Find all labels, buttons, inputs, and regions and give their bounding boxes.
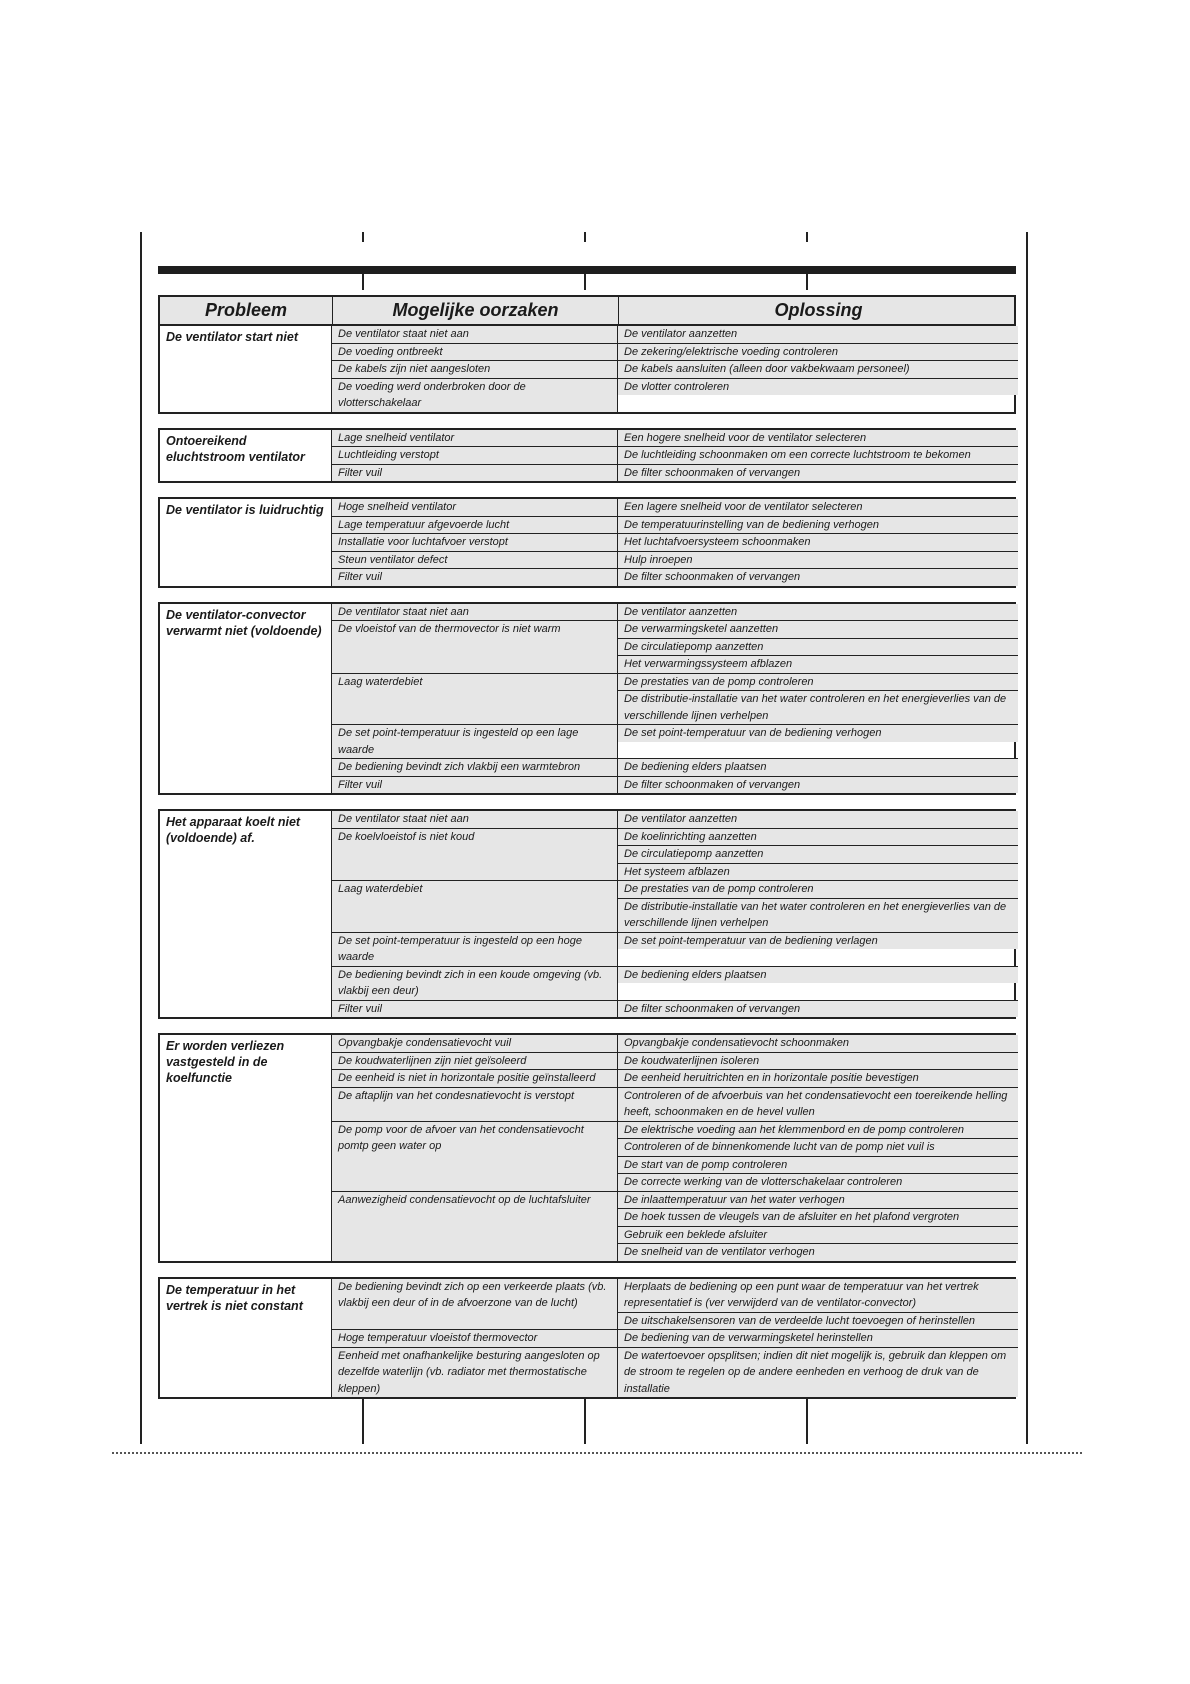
cause-row [332,1069,1018,1087]
solutions-cell [618,569,1018,586]
header-solution: Oplossing [618,297,1018,324]
solutions-cell [618,777,1018,794]
cause-row [332,533,1018,551]
problem-group [158,809,1016,1019]
solutions-cell [618,933,1018,966]
solution-item: De temperatuurinstelling van de bediening verhogen [618,517,1018,534]
cause-cell: De bediening bevindt zich op een verkeerde plaats (vb. vlakbij een deur of in de afvoerzone van de lucht) [332,1279,618,1330]
cause-cell: Filter vuil [332,777,618,794]
problem-group [158,428,1016,484]
solutions-cell [618,1348,1018,1398]
solutions-cell [618,499,1018,516]
solution-item: Het luchtafvoersysteem schoonmaken [618,534,1018,551]
cause-cell: De bediening bevindt zich in een koude omgeving (vb. vlakbij een deur) [332,967,618,1000]
group-gap [158,1263,1016,1277]
cause-row [332,1191,1018,1261]
cause-row [332,1279,1018,1330]
cause-cell: Filter vuil [332,1001,618,1018]
solutions-cell [618,465,1018,482]
group-gap [158,414,1016,428]
cause-cell: De voeding ontbreekt [332,344,618,361]
tick-mark-top-1 [362,232,364,242]
cause-row [332,1087,1018,1121]
problem-group [158,326,1016,414]
problem-group [158,497,1016,588]
solutions-cell [618,1053,1018,1070]
problem-cell: De ventilator start niet [160,326,332,412]
solution-item: Een hogere snelheid voor de ventilator selecteren [618,430,1018,447]
causes-area [332,499,1018,586]
solution-item: Een lagere snelheid voor de ventilator selecteren [618,499,1018,516]
solution-item: De verwarmingsketel aanzetten [618,621,1018,638]
causes-area [332,604,1018,794]
solution-item: De start van de pomp controleren [618,1156,1018,1174]
cause-cell: De eenheid is niet in horizontale positie geïnstalleerd [332,1070,618,1087]
solutions-cell [618,604,1018,621]
cause-cell: De koelvloeistof is niet koud [332,829,618,881]
cause-cell: De ventilator staat niet aan [332,811,618,828]
troubleshooting-table [158,295,1016,1399]
solutions-cell [618,621,1018,673]
solutions-cell [618,725,1018,758]
solution-item: De koudwaterlijnen isoleren [618,1053,1018,1070]
solution-item: De hoek tussen de vleugels van de afsluiter en het plafond vergroten [618,1208,1018,1226]
cause-cell: De set point-temperatuur is ingesteld op een lage waarde [332,725,618,758]
cause-row [332,1329,1018,1347]
header-bar [158,266,1016,274]
problem-groups [158,326,1016,1399]
solution-item: De kabels aansluiten (alleen door vakbekwaam personeel) [618,361,1018,378]
cause-cell: De ventilator staat niet aan [332,604,618,621]
cause-cell: Lage temperatuur afgevoerde lucht [332,517,618,534]
solution-item: De zekering/elektrische voeding controleren [618,344,1018,361]
cause-row [332,1000,1018,1018]
tick-mark-top-2 [584,232,586,242]
cause-cell: De koudwaterlijnen zijn niet geïsoleerd [332,1053,618,1070]
cause-cell: Luchtleiding verstopt [332,447,618,464]
causes-area [332,430,1018,482]
solution-item: De ventilator aanzetten [618,326,1018,343]
cause-row [332,828,1018,881]
solution-item: De vlotter controleren [618,379,1018,396]
cause-cell: Eenheid met onafhankelijke besturing aangesloten op dezelfde waterlijn (vb. radiator met thermostatische kleppen) [332,1348,618,1398]
cut-line [112,1452,1082,1454]
solutions-cell [618,1088,1018,1121]
cause-cell: De ventilator staat niet aan [332,326,618,343]
solution-item: De circulatiepomp aanzetten [618,845,1018,863]
solutions-cell [618,430,1018,447]
solution-item: De set point-temperatuur van de bediening verlagen [618,933,1018,950]
solution-item: De bediening elders plaatsen [618,967,1018,984]
cause-row [332,604,1018,621]
tick-mark-top-3 [806,232,808,242]
solutions-cell [618,967,1018,1000]
solution-item: De filter schoonmaken of vervangen [618,777,1018,794]
solutions-cell [618,344,1018,361]
solution-item: De luchtleiding schoonmaken om een correcte luchtstroom te bekomen [618,447,1018,464]
solution-item: De uitschakelsensoren van de verdeelde lucht toevoegen of herinstellen [618,1312,1018,1330]
cause-row [332,360,1018,378]
cause-row [332,620,1018,673]
solution-item: De bediening van de verwarmingsketel herinstellen [618,1330,1018,1347]
causes-area [332,1279,1018,1398]
solutions-cell [618,1192,1018,1261]
header-problem: Probleem [204,300,288,320]
solution-item: De prestaties van de pomp controleren [618,674,1018,691]
solutions-cell [618,1122,1018,1191]
group-gap [158,588,1016,602]
cause-row [332,1347,1018,1398]
table-header [158,295,1016,326]
solution-item: De eenheid heruitrichten en in horizontale positie bevestigen [618,1070,1018,1087]
cause-cell: Filter vuil [332,465,618,482]
cause-cell: De bediening bevindt zich vlakbij een warmtebron [332,759,618,776]
solutions-cell [618,1279,1018,1330]
causes-area [332,811,1018,1017]
cause-row [332,966,1018,1000]
cause-cell: Laag waterdebiet [332,674,618,725]
frame-right-line [1026,232,1028,1444]
cause-row [332,1121,1018,1191]
cause-cell: Aanwezigheid condensatievocht op de luchtafsluiter [332,1192,618,1261]
solutions-cell [618,326,1018,343]
problem-cell: De ventilator-convector verwarmt niet (voldoende) [160,604,332,794]
cause-row [332,758,1018,776]
cause-cell: Hoge snelheid ventilator [332,499,618,516]
solution-item: De correcte werking van de vlotterschakelaar controleren [618,1173,1018,1191]
cause-row [332,343,1018,361]
solutions-cell [618,534,1018,551]
problem-group [158,1033,1016,1263]
solution-item: De prestaties van de pomp controleren [618,881,1018,898]
cause-cell: Hoge temperatuur vloeistof thermovector [332,1330,618,1347]
solutions-cell [618,759,1018,776]
cause-row [332,499,1018,516]
solution-item: De circulatiepomp aanzetten [618,638,1018,656]
cause-row [332,932,1018,966]
solution-item: De ventilator aanzetten [618,604,1018,621]
group-gap [158,1019,1016,1033]
solution-item: De set point-temperatuur van de bediening verhogen [618,725,1018,742]
cause-cell: Lage snelheid ventilator [332,430,618,447]
problem-group [158,1277,1016,1400]
cause-row [332,811,1018,828]
problem-cell: Ontoereikend eluchtstroom ventilator [160,430,332,482]
solution-item: De elektrische voeding aan het klemmenbord en de pomp controleren [618,1122,1018,1139]
solutions-cell [618,674,1018,725]
group-gap [158,483,1016,497]
problem-cell: Er worden verliezen vastgesteld in de koelfunctie [160,1035,332,1261]
solution-item: De watertoevoer opsplitsen; indien dit niet mogelijk is, gebruik dan kleppen om de stroom te regelen op de andere eenheden en verhoog de druk van de installatie [618,1348,1018,1398]
solution-item: Hulp inroepen [618,552,1018,569]
solution-item: De filter schoonmaken of vervangen [618,1001,1018,1018]
solution-item: Gebruik een beklede afsluiter [618,1226,1018,1244]
solution-item: De ventilator aanzetten [618,811,1018,828]
cause-row [332,1052,1018,1070]
solution-item: Controleren of de afvoerbuis van het condensatievocht een toereikende helling heeft, schoonmaken en de hevel vullen [618,1088,1018,1121]
solutions-cell [618,811,1018,828]
solutions-cell [618,1035,1018,1052]
problem-group [158,602,1016,796]
solutions-cell [618,447,1018,464]
cause-cell: Filter vuil [332,569,618,586]
solution-item: De filter schoonmaken of vervangen [618,465,1018,482]
solution-item: De koelinrichting aanzetten [618,829,1018,846]
solutions-cell [618,881,1018,932]
cause-cell: De set point-temperatuur is ingesteld op een hoge waarde [332,933,618,966]
cause-cell: Steun ventilator defect [332,552,618,569]
cause-row [332,326,1018,343]
solution-item: De snelheid van de ventilator verhogen [618,1243,1018,1261]
solutions-cell [618,361,1018,378]
cause-cell: De voeding werd onderbroken door de vlotterschakelaar [332,379,618,412]
cause-cell: Opvangbakje condensatievocht vuil [332,1035,618,1052]
cause-row [332,378,1018,412]
cause-row [332,551,1018,569]
solution-item: Opvangbakje condensatievocht schoonmaken [618,1035,1018,1052]
cause-row [332,446,1018,464]
solution-item: Het verwarmingssysteem afblazen [618,655,1018,673]
cause-row [332,516,1018,534]
cause-cell: De aftaplijn van het condesnatievocht is verstopt [332,1088,618,1121]
causes-area [332,326,1018,412]
solutions-cell [618,1330,1018,1347]
cause-cell: De vloeistof van de thermovector is niet warm [332,621,618,673]
solution-item: De distributie-installatie van het water controleren en het energieverlies van de verschillende lijnen verhelpen [618,690,1018,724]
cause-cell: Installatie voor luchtafvoer verstopt [332,534,618,551]
header-causes: Mogelijke oorzaken [332,297,618,324]
solution-item: Controleren of de binnenkomende lucht van de pomp niet vuil is [618,1138,1018,1156]
cause-cell: De kabels zijn niet aangesloten [332,361,618,378]
solution-item: De inlaattemperatuur van het water verhogen [618,1192,1018,1209]
solutions-cell [618,379,1018,412]
solutions-cell [618,1001,1018,1018]
problem-cell: De ventilator is luidruchtig [160,499,332,586]
solution-item: De filter schoonmaken of vervangen [618,569,1018,586]
cause-row [332,430,1018,447]
solutions-cell [618,1070,1018,1087]
cause-row [332,880,1018,932]
cause-row [332,673,1018,725]
cause-row [332,724,1018,758]
solutions-cell [618,517,1018,534]
solution-item: De distributie-installatie van het water controleren en het energieverlies van de verschillende lijnen verhelpen [618,898,1018,932]
frame-left-line [140,232,142,1444]
solutions-cell [618,829,1018,881]
problem-cell: De temperatuur in het vertrek is niet constant [160,1279,332,1398]
solutions-cell [618,552,1018,569]
solution-item: Herplaats de bediening op een punt waar de temperatuur van het vertrek representatief is (ver verwijderd van de ventilator-convector) [618,1279,1018,1312]
solution-item: Het systeem afblazen [618,863,1018,881]
problem-cell: Het apparaat koelt niet (voldoende) af. [160,811,332,1017]
cause-cell: Laag waterdebiet [332,881,618,932]
cause-row [332,568,1018,586]
cause-row [332,776,1018,794]
cause-row [332,1035,1018,1052]
solution-item: De bediening elders plaatsen [618,759,1018,776]
causes-area [332,1035,1018,1261]
group-gap [158,795,1016,809]
cause-row [332,464,1018,482]
cause-cell: De pomp voor de afvoer van het condensatievocht pomtp geen water op [332,1122,618,1191]
